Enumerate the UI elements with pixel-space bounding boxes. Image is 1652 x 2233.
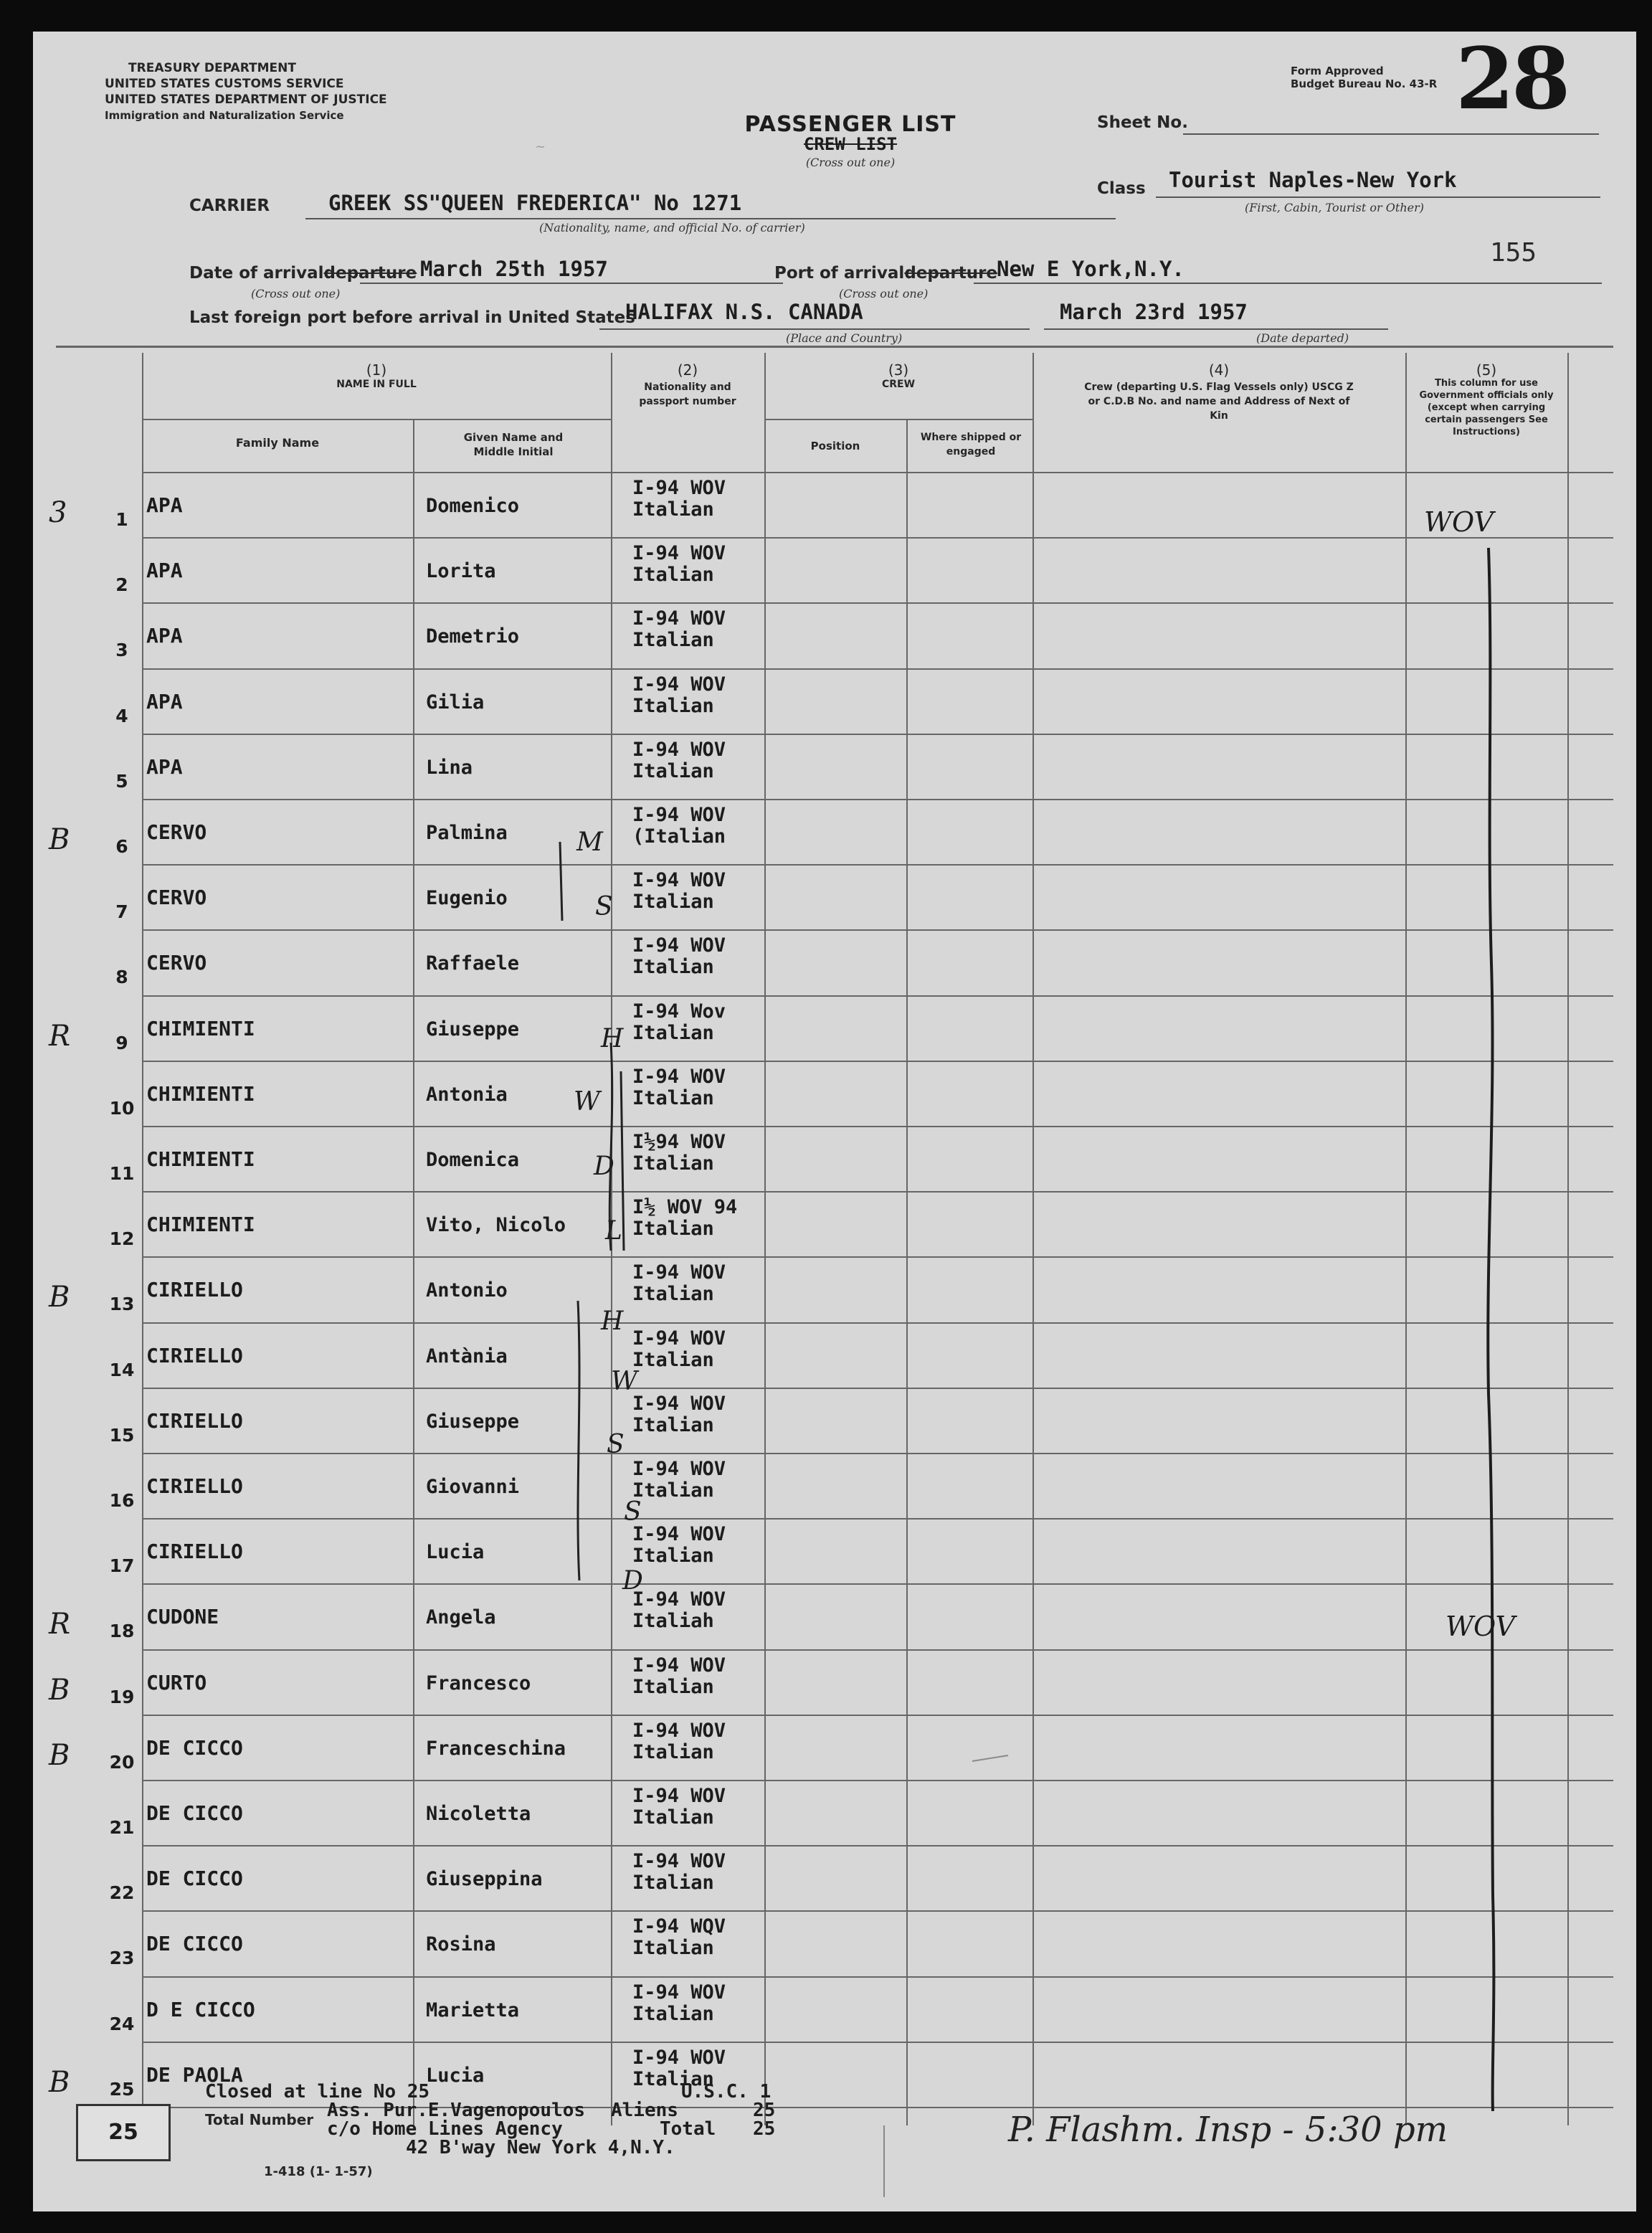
- nationality-line-1: I-94 WOV: [632, 934, 726, 957]
- faint-stamp: ~: [535, 139, 546, 154]
- row-number: 6: [115, 836, 128, 857]
- footer-faint-line: [883, 2125, 885, 2197]
- nationality-line-1: I-94 WOV: [632, 1785, 726, 1807]
- given-name: Palmina: [426, 822, 508, 844]
- nationality-line-2: Italian: [632, 695, 714, 717]
- class-note: (First, Cabin, Tourist or Other): [1245, 201, 1424, 214]
- row-number: 7: [115, 901, 128, 922]
- agent-line-2: c/o Home Lines Agency: [327, 2118, 563, 2140]
- family-name: CIRIELLO: [146, 1540, 243, 1563]
- total-count: 25: [753, 2118, 776, 2140]
- given-name: Raffaele: [426, 952, 520, 975]
- inspector-mark: R: [49, 1608, 71, 1641]
- nationality-line-1: I-94 WQV: [632, 1915, 726, 1938]
- relationship-mark: W: [611, 1367, 638, 1396]
- given-name: Franceschina: [426, 1737, 566, 1760]
- given-name: Giuseppe: [426, 1411, 520, 1433]
- nationality-line-2: (Italian: [632, 825, 726, 848]
- port-label-struck: departure: [904, 264, 998, 283]
- nationality-line-1: I-94 WOV: [632, 2047, 726, 2069]
- family-name: APA: [146, 624, 183, 648]
- family-name: APA: [146, 493, 183, 517]
- page-number: 28: [1456, 32, 1568, 128]
- agent-line-1: Ass. Pur.E.Vagenopoulos: [327, 2100, 586, 2121]
- arrival-label-prefix: Date of arrival: [189, 264, 324, 283]
- given-name: Demetrio: [426, 625, 520, 648]
- usc-count: U.S.C. 1: [681, 2081, 772, 2102]
- class-label: Class: [1097, 179, 1146, 198]
- agency-line-1: TREASURY DEPARTMENT: [128, 61, 296, 75]
- nationality-line-1: I-94 WOV: [632, 542, 726, 564]
- row-number: 5: [115, 771, 128, 792]
- given-name: Lina: [426, 757, 473, 779]
- family-name: CIRIELLO: [146, 1344, 243, 1367]
- arrival-value: March 25th 1957: [420, 257, 608, 281]
- port-note: (Cross out one): [839, 287, 929, 300]
- agency-line-2: UNITED STATES CUSTOMS SERVICE: [105, 77, 344, 91]
- carrier-note: (Nationality, name, and official No. of carrier): [539, 221, 805, 234]
- family-name: CERVO: [146, 951, 207, 975]
- given-name: Giuseppe: [426, 1018, 520, 1040]
- family-name: DE CICCO: [146, 1932, 243, 1955]
- nationality-line-1: I-94 WOV: [632, 477, 726, 499]
- nationality-line-2: Italian: [632, 629, 714, 651]
- row-number: 4: [115, 706, 128, 726]
- row-number: 17: [109, 1555, 135, 1576]
- nationality-line-1: I-94 WOV: [632, 1523, 726, 1545]
- nationality-line-1: I-94 WOV: [632, 869, 726, 891]
- row-number: 22: [109, 1882, 135, 1903]
- given-name: Lucia: [426, 1541, 485, 1563]
- nationality-line-1: I-94 WOV: [632, 673, 726, 696]
- nationality-line-2: Italian: [632, 1806, 714, 1829]
- aliens-label: Aliens: [611, 2100, 678, 2121]
- col2-number: (2): [677, 361, 698, 379]
- given-name: Antània: [426, 1345, 508, 1367]
- given-name: Domenica: [426, 1149, 520, 1171]
- nationality-line-2: Italian: [632, 1414, 714, 1436]
- nationality-line-2: Italian: [632, 1545, 714, 1567]
- nationality-line-2: Italian: [632, 1479, 714, 1502]
- row-number: 8: [115, 967, 128, 987]
- given-name: Giuseppina: [426, 1868, 543, 1890]
- row-number: 16: [109, 1490, 135, 1511]
- form-approved-line-2: Budget Bureau No. 43-R: [1291, 77, 1438, 90]
- form-approved-line-1: Form Approved: [1291, 65, 1384, 77]
- col5-ditto-line: [1488, 548, 1494, 2111]
- last-port-date: March 23rd 1957: [1060, 300, 1248, 324]
- nationality-line-1: I-94 WOV: [632, 607, 726, 630]
- family-name: CIRIELLO: [146, 1474, 243, 1498]
- inspector-mark: B: [49, 1739, 70, 1772]
- row-number: 21: [109, 1817, 135, 1838]
- relationship-mark: S: [607, 1430, 625, 1459]
- relationship-mark: L: [605, 1216, 622, 1246]
- family-name: CERVO: [146, 886, 207, 909]
- nationality-line-2: Italian: [632, 2068, 714, 2090]
- relationship-mark: W: [574, 1087, 601, 1116]
- row-number: 3: [115, 640, 128, 660]
- col1-title: NAME IN FULL: [336, 379, 417, 390]
- col4-number: (4): [1208, 361, 1230, 379]
- col2-title: Nationality and passport number: [639, 381, 736, 407]
- nationality-line-2: Italian: [632, 564, 714, 586]
- total-box: 25: [76, 2104, 171, 2161]
- total-number-label: Total Number: [205, 2111, 314, 2128]
- shipped-header: Where shipped or engaged: [920, 432, 1022, 457]
- given-name: Francesco: [426, 1672, 531, 1694]
- row-number: 1: [115, 509, 128, 530]
- nationality-line-1: I-94 WOV: [632, 1261, 726, 1284]
- relationship-mark: H: [601, 1307, 624, 1336]
- nationality-line-2: Italian: [632, 1872, 714, 1894]
- family-name: APA: [146, 559, 183, 582]
- family-name: APA: [146, 755, 183, 779]
- inspector-mark: B: [49, 1281, 70, 1314]
- nationality-line-1: I-94 WOV: [632, 1981, 726, 2004]
- family-name: CUDONE: [146, 1605, 219, 1628]
- row-number: 13: [109, 1294, 135, 1314]
- given-name: Gilia: [426, 691, 485, 713]
- inspector-mark: B: [49, 2066, 70, 2099]
- given-name: Eugenio: [426, 887, 508, 909]
- nationality-line-1: I-94 WOV: [632, 1393, 726, 1415]
- family-name: CIRIELLO: [146, 1409, 243, 1433]
- nationality-line-1: I-94 WOV: [632, 1850, 726, 1872]
- nationality-line-1: I-94 WOV: [632, 1066, 726, 1088]
- col3-number: (3): [888, 361, 909, 379]
- arrival-note: (Cross out one): [251, 287, 341, 300]
- relationship-mark: M: [576, 828, 603, 857]
- family-name: DE CICCO: [146, 1801, 243, 1825]
- given-name: Nicoletta: [426, 1803, 531, 1825]
- given-name: Domenico: [426, 495, 520, 517]
- nationality-line-2: Italian: [632, 760, 714, 782]
- row-number: 10: [109, 1098, 135, 1119]
- col5-title: This column for use Government officials only (except when carrying certain passengers See Instructions): [1419, 378, 1554, 437]
- nationality-line-2: Italian: [632, 2003, 714, 2025]
- given-name: Lucia: [426, 2064, 485, 2087]
- title-main: PASSENGER LIST: [744, 112, 956, 137]
- col1-number: (1): [366, 361, 387, 379]
- carrier-value: GREEK SS"QUEEN FREDERICA" No 1271: [328, 191, 742, 215]
- bracket-chimienti-2: [621, 1071, 624, 1251]
- nationality-line-1: I-94 WOV: [632, 739, 726, 761]
- nationality-line-2: Italian: [632, 956, 714, 978]
- carrier-label: CARRIER: [189, 196, 270, 215]
- given-name: Antonio: [426, 1279, 508, 1302]
- row-number: 25: [109, 2079, 135, 2100]
- nationality-line-2: Italian: [632, 1937, 714, 1959]
- row-number: 14: [109, 1360, 135, 1380]
- given-name: Lorita: [426, 560, 496, 582]
- family-name: CURTO: [146, 1671, 207, 1694]
- nationality-line-2: Italian: [632, 891, 714, 913]
- total-label: Total: [660, 2118, 716, 2140]
- family-name: DE CICCO: [146, 1867, 243, 1890]
- inspector-signature: P. Flashm. Insp - 5:30 pm: [1008, 2110, 1448, 2150]
- family-name: CHIMIENTI: [146, 1082, 255, 1106]
- family-name: APA: [146, 690, 183, 713]
- handwritten-strokes: [33, 32, 1636, 2211]
- family-name: CERVO: [146, 820, 207, 844]
- row-number: 23: [109, 1948, 135, 1968]
- agency-line-3: UNITED STATES DEPARTMENT OF JUSTICE: [105, 93, 387, 107]
- port-label-prefix: Port of arrival: [774, 264, 905, 283]
- nationality-line-2: Italian: [632, 1349, 714, 1371]
- family-name: DE PAOLA: [146, 2063, 243, 2087]
- nationality-line-2: Italian: [632, 1152, 714, 1175]
- last-port-value: HALIFAX N.S. CANADA: [625, 300, 863, 324]
- relationship-mark: H: [601, 1024, 624, 1053]
- nationality-line-2: Italian: [632, 1022, 714, 1044]
- nationality-line-1: I-94 WOV: [632, 1588, 726, 1611]
- bracket-ciriello: [578, 1301, 579, 1580]
- title-struck: CREW LIST: [803, 134, 898, 154]
- nationality-line-1: I-94 WOV: [632, 1654, 726, 1677]
- given-name: Vito, Nicolo: [426, 1214, 566, 1236]
- agent-line-3: 42 B'way New York 4,N.Y.: [406, 2137, 675, 2158]
- row-number: 19: [109, 1687, 135, 1707]
- relationship-mark: S: [595, 892, 613, 921]
- row-number: 9: [115, 1033, 128, 1053]
- nationality-line-2: Italian: [632, 1676, 714, 1698]
- family-name: CIRIELLO: [146, 1278, 243, 1302]
- nationality-line-1: I½ WOV 94: [632, 1196, 738, 1218]
- form-number: 1-418 (1- 1-57): [264, 2164, 373, 2179]
- nationality-line-2: Italian: [632, 1741, 714, 1763]
- row-number: 24: [109, 2014, 135, 2034]
- port-value: New E York,N.Y.: [997, 257, 1185, 281]
- relationship-mark: D: [622, 1566, 643, 1596]
- title-note: (Cross out one): [805, 156, 896, 169]
- given-name: Rosina: [426, 1933, 496, 1955]
- nationality-line-2: Italian: [632, 1218, 714, 1240]
- col5-mark-row18: WOV: [1446, 1611, 1515, 1642]
- row-number: 20: [109, 1752, 135, 1773]
- stamp-number: 155: [1490, 238, 1537, 267]
- family-name: CHIMIENTI: [146, 1017, 255, 1040]
- family-name: CHIMIENTI: [146, 1147, 255, 1171]
- inspector-mark: B: [49, 1674, 70, 1707]
- nationality-line-1: I-94 WOV: [632, 804, 726, 826]
- family-name: DE CICCO: [146, 1736, 243, 1760]
- position-header: Position: [810, 440, 860, 452]
- family-name-header: Family Name: [235, 436, 320, 450]
- passenger-list-sheet: [33, 32, 1636, 2211]
- relationship-mark: D: [594, 1152, 614, 1181]
- inspector-mark: R: [49, 1020, 71, 1053]
- col5-mark-row1: WOV: [1424, 506, 1494, 538]
- sheet-label: Sheet No.: [1097, 113, 1188, 132]
- last-port-label: Last foreign port before arrival in United States: [189, 308, 635, 327]
- col5-number: (5): [1476, 361, 1497, 379]
- bracket-chimienti: [609, 1043, 612, 1251]
- nationality-line-1: I-94 WOV: [632, 1720, 726, 1742]
- nationality-line-2: Italian: [632, 498, 714, 521]
- nationality-line-2: Italian: [632, 1087, 714, 1109]
- nationality-line-1: I-94 Wov: [632, 1000, 726, 1023]
- closed-at-line: Closed at line No 25: [205, 2081, 430, 2102]
- nationality-line-2: Italian: [632, 1283, 714, 1305]
- class-value: Tourist Naples-New York: [1169, 168, 1457, 192]
- given-name: Marietta: [426, 1999, 520, 2021]
- given-name: Angela: [426, 1606, 496, 1628]
- family-name: D E CICCO: [146, 1998, 255, 2021]
- faint-mark: [972, 1755, 1008, 1761]
- nationality-line-1: I½94 WOV: [632, 1131, 726, 1153]
- inspector-mark: 3: [49, 496, 67, 529]
- row-number: 11: [109, 1163, 135, 1184]
- agency-line-4: Immigration and Naturalization Service: [105, 109, 344, 122]
- row-number: 15: [109, 1425, 135, 1446]
- row-number: 12: [109, 1228, 135, 1249]
- family-name: CHIMIENTI: [146, 1213, 255, 1236]
- nationality-line-1: I-94 WOV: [632, 1327, 726, 1350]
- last-port-date-note: (Date departed): [1256, 331, 1349, 345]
- given-name-header: Given Name and Middle Initial: [463, 431, 564, 458]
- nationality-line-1: I-94 WOV: [632, 1458, 726, 1480]
- aliens-count: 25: [753, 2100, 776, 2121]
- given-name: Antonia: [426, 1084, 508, 1106]
- row-number: 18: [109, 1621, 135, 1641]
- last-port-note: (Place and Country): [786, 331, 903, 345]
- col4-title: Crew (departing U.S. Flag Vessels only) USCG Z or C.D.B No. and name and Address of Next of Kin: [1084, 381, 1354, 422]
- col3-title: CREW: [881, 379, 916, 390]
- row-number: 2: [115, 574, 128, 595]
- arrival-label-struck: departure: [323, 264, 417, 283]
- nationality-line-2: Italiah: [632, 1610, 714, 1632]
- given-name: Giovanni: [426, 1476, 520, 1498]
- relationship-mark: S: [624, 1497, 642, 1527]
- inspector-mark: B: [49, 823, 70, 856]
- bracket-cervo: [560, 842, 562, 921]
